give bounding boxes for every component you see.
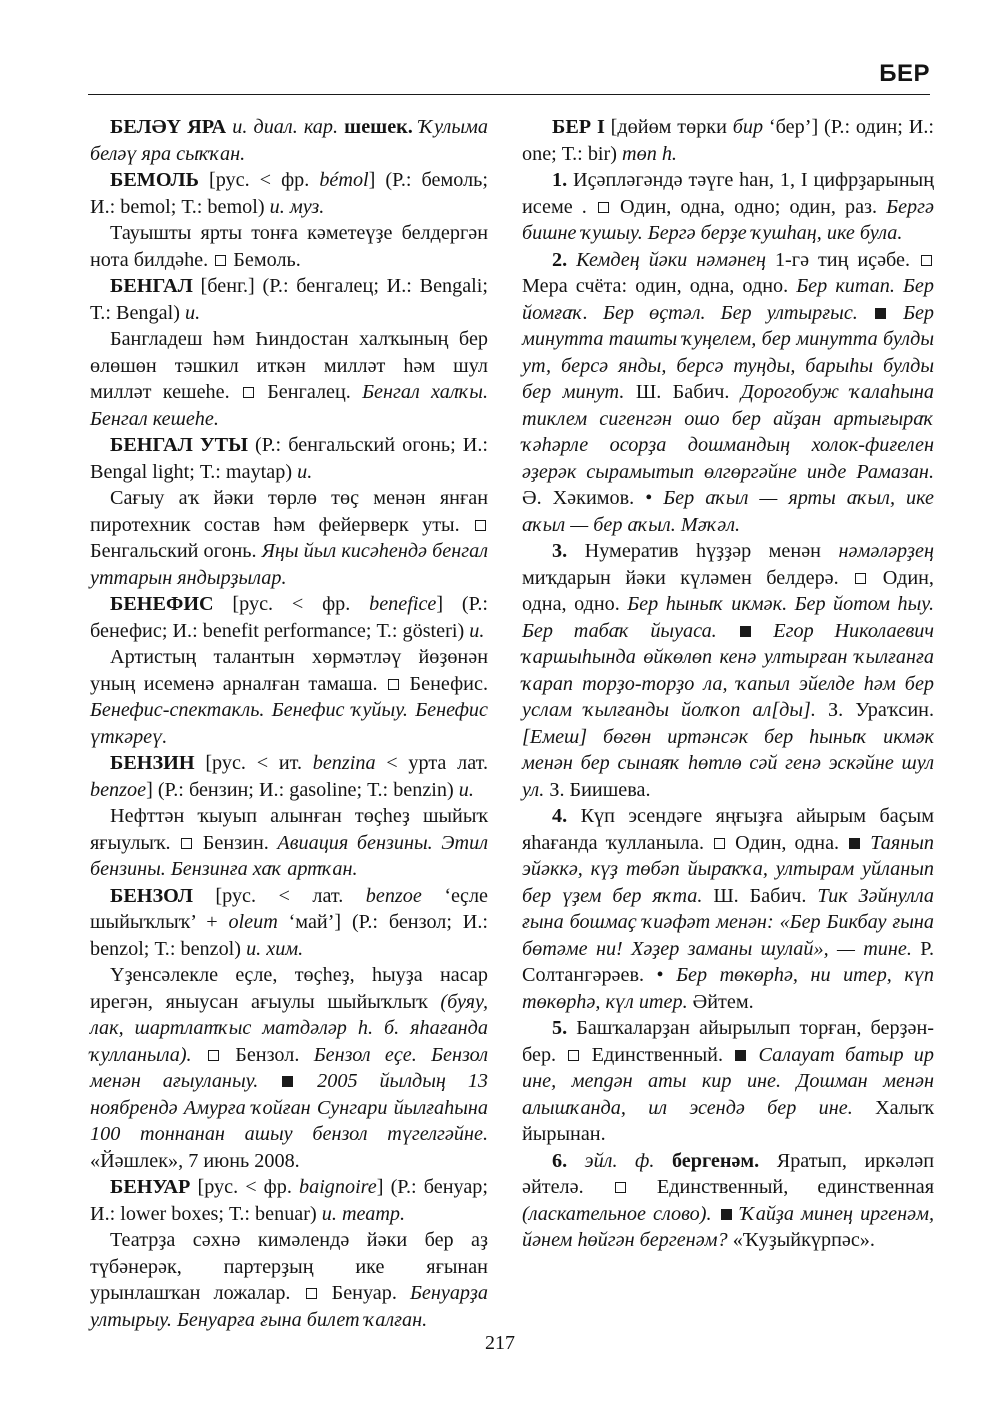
italic-text: benzoe [365,884,422,907]
text-run: Нефттән ҡыуып алынған төҫһеҙ шыйыҡ яғыулыҡ. [90,805,488,854]
text-run: «Йәшлек», 7 июнь 2008. [90,1149,300,1172]
italic-text: 2005 йылдың 13 ноябрендә Амурға ҡойған Сунгари йылғаһына 100 тоннанан ашыу бензол түгелгәйне. [90,1070,489,1145]
text-run: ‘бер’] (Р.: один; И.: one; Т.: bir) [522,116,934,165]
translation-marker [714,838,725,849]
bold-text: 5. [552,1017,568,1039]
definition-paragraph [90,962,488,1174]
italic-text: (ласкательное слово). [522,1202,712,1225]
italic-text: Дорогобуж ҡалаһына тиклем сигенгән ошо бер айҙан артығыраҡ ҡәһәрле осорҙа дошмандың холок-фиғелен әҙерәк сырамытып өлгөргәйне инде Рамазан. [522,381,934,483]
bold-text: БЕНЗОЛ [110,884,193,907]
text-run: Бемоль. [228,248,301,271]
translation-marker [208,1050,219,1061]
text-run: Бенуар. [318,1282,410,1304]
italic-text: Ҡулыма беләү яра сыҡҡан. [90,116,488,165]
text-run: [рус. < ит. [194,752,313,774]
definition-paragraph [522,1148,934,1254]
entry-ber-1 [522,114,934,1254]
text-run: Ш. Бабич. [702,884,818,907]
bold-text: БЕР I [552,116,605,138]
text-run: Әйтем. [687,990,754,1013]
italic-text: Бер һыныҡ икмәк. Бер йотом һыу. Бер табаҡ йыуаса. [522,593,934,642]
text-run: Артистың талантын хөрмәтләү йөҙөнән уның исеменә арналған тамаша. [90,646,488,695]
text-run: ‘еҫле шыйыҡлыҡ’ + [90,884,488,933]
translation-marker [215,255,226,266]
text-run: Күп эсендәге яңғыҙға айырым баҫым яһағанда ҡулланыла. [522,805,934,854]
translation-marker [306,1288,317,1299]
translation-marker [388,679,399,690]
italic-text: Яңы йыл кисәһендә бенгал уттарын яндырҙылар. [90,540,488,589]
translation-marker [181,838,192,849]
running-head [88,56,930,95]
definition-paragraph [90,326,488,432]
text-run: Бензол. [220,1043,314,1066]
text-run: Үҙенсәлекле еҫле, төҫһеҙ, һыуҙа насар ирегән, яныусан ағыулы шыйыҡлыҡ [90,964,488,1013]
text-run: ‘май’] (Р.: бензол; И.: benzol; Т.: benzol) [90,911,488,960]
text-run [748,1044,758,1066]
text-run: ] (Р.: бенефис; И.: benefit performance; Т.: gösteri) [90,593,488,642]
bold-text: БЕНЕФИС [110,593,214,615]
text-run: «Ҡуҙыйкүрпәс». [727,1229,875,1251]
text-run: Бангладеш һәм Һиндостан халҡының бер өлөшөн тәшкил иткән милләт һәм шул милләт кешеһе. [90,328,488,403]
text-run: Мера счёта: один, одна, одно. [522,275,797,297]
text-run: Тауышты ярты тонға кәметеүҙе белдергән нота билдәһе. [90,222,488,271]
text-run: ] (Р.: бенуар; И.: lower boxes; Т.: benuar) [90,1176,488,1225]
text-run: Единственный, единственная [627,1176,934,1198]
italic-text: Бензол еҫе. Бензол менән ағыуланыу. [90,1043,489,1092]
text-run: (Р.: бенгальский огонь; И.: Bengal light; Т.: maytap) [90,434,488,483]
text-run: Единственный. [581,1043,734,1066]
example-marker [735,1050,746,1061]
definition-paragraph [522,167,934,247]
text-run [258,1070,280,1092]
entry-bengal-uty [90,432,488,591]
bold-text: БЕМОЛЬ [110,169,199,191]
italic-text: bémol [319,169,369,191]
bold-text: 3. [552,540,568,562]
text-run: Ш. Бабич. [624,381,741,403]
italic-text: Ҡайҙа минең иргенәм, йәнем һөйгән бергенәм? [522,1202,934,1251]
entry-benefis [90,591,488,750]
text-run: [рус. < фр. [213,593,370,615]
example-marker [849,838,860,849]
headword-line [90,114,488,167]
bold-text: БЕЛӘҮ ЯРА [110,116,227,138]
italic-text: Егор Николаевич ҡаршыһында өйкөлөп кенә ултырған ҡылғанға ҡарап торҙо-торҙо ла, ҡапыл эйелде һәм бер услам ҡылғанды йолҡоп ал[ды]. [522,619,934,721]
italic-text: benefice [369,593,437,615]
text-run: [дөйөм төрки [604,116,733,138]
text-run: Башҡаларҙан айырылып торған, берҙән-бер. [522,1017,934,1066]
definition-paragraph [90,1227,488,1333]
headword-line [90,167,488,220]
italic-text: бир [732,116,764,138]
text-run: Бенгальский огонь. [90,540,262,562]
text-run: [рус. < фр. [198,169,320,191]
text-run: З. Ураҡсин. [815,699,934,721]
italic-text: Бер аҡыл — ярты аҡыл, ике аҡыл — бер аҡыл. [522,487,935,536]
bold-text: бергенәм. [671,1149,760,1172]
translation-marker [475,520,486,531]
definition-paragraph [90,485,488,591]
bold-text: 6. [552,1149,568,1172]
text-run: миҡдарын йәки күләмен белдерә. [522,566,854,589]
definition-paragraph [522,538,934,803]
bold-text: шешек. [344,116,413,138]
bold-text: 4. [552,805,568,827]
italic-text: oleum [228,911,278,933]
translation-marker [921,255,932,266]
text-run: Иҫәпләгәндә тәүге һан, 1, I цифрҙарының исеме . [522,169,934,218]
text-run: ] (Р.: бемоль; И.: bemol; Т.: bemol) [90,169,488,218]
italic-text: Таянып эйәккә, күҙ төбәп йыраҡҡа, ултырам уйланып бер үҙем бер яҡта. [522,831,935,907]
italic-text: и. муз. [269,195,325,218]
bold-text: БЕНГАЛ [110,275,193,297]
entry-benzol [90,883,488,1175]
text-run: Халыҡ йырынан. [522,1096,934,1145]
headword-line [522,114,934,167]
text-run [734,1203,741,1225]
italic-text: и. театр. [321,1202,406,1225]
bold-text: 2. [552,248,568,271]
italic-text: Бер төкөрһә, ни итер, күп төкөрһә, күл итер. [522,964,934,1013]
headword-line [90,591,488,644]
headword-line [90,273,488,326]
page-number: 217 [485,1332,515,1354]
text-run: < урта лат. [375,752,488,774]
text-run [712,1203,719,1225]
italic-text: benzina [312,752,376,774]
headword-line [90,432,488,485]
text-run: 1-гә тиң иҫәбе. [766,248,919,271]
entry-bemol [90,167,488,273]
right-column [522,114,934,1254]
italic-text: (буяу, лак, шартлатҡыс матдәләр һ. б. яһағанда ҡулланыла). [90,990,488,1066]
italic-text: Бенгал халҡы. Бенгал кешеһе. [90,381,488,430]
italic-text: нәмәләрҙең [838,540,934,562]
text-run: Р. Солтангәрәев. • [522,937,935,986]
definition-paragraph [522,803,934,1015]
text-run [717,620,738,642]
translation-marker [598,202,609,213]
text-run: Один, одна, одно. [522,566,934,615]
italic-text: Бенефис-спектакль. Бенефис ҡуйыу. Бенефис үткәреү. [90,699,488,748]
italic-text: и. [297,460,313,483]
text-run [295,1070,317,1092]
entry-belyau-yara [90,114,488,167]
text-run: Бензин. [194,831,278,854]
italic-text: и. [458,778,474,801]
bold-text: 1. [552,169,568,191]
text-run: [рус. < лат. [192,884,366,907]
example-marker [282,1076,293,1087]
italic-text: Салауат батыр ир ине, мengән аты кир ине. Дошман менән алышҡанда, ил эсендә бер ине. [522,1043,934,1119]
translation-marker [568,1050,579,1061]
definition-paragraph [90,644,488,750]
italic-text: Авиация бензины. Этил бензины. Бензинға хаҡ артҡан. [90,831,488,880]
text-run [858,302,873,324]
italic-text: Мәҡәл. [680,513,741,536]
text-run: Бенгалец. [255,381,363,403]
example-marker [721,1209,732,1220]
text-run: Один, одна. [727,831,848,854]
italic-text: Бер минутта ташты ҡуңелем, бер минутта булды ут, берсә янды, берсә туңды, барыһы булды бер минут. [522,301,935,403]
italic-text: и. хим. [246,937,304,960]
definition-paragraph [90,803,488,883]
headword-line [90,1174,488,1227]
bold-text: БЕНУАР [110,1176,191,1198]
running-head-word: БЕР [879,60,930,87]
text-run [567,1150,585,1172]
italic-text: Тик Зәйнулла ғына бошмаҫ ҡиәфәт менән: «Бер Бикбау ғына бөтәме ни! Хәҙер заманы шулай», — тине. [522,884,934,960]
italic-text: и. диал. кар. [232,116,339,138]
text-run: Театрҙа сәхнә кимәлендә йәки бер аҙ түбәнерәк, партерҙың ике яғынан урынлашҡан ложалар. [90,1229,488,1304]
translation-marker [855,573,866,584]
definition-paragraph [522,247,934,539]
text-run: Сағыу аҡ йәки төрлө төҫ менән янған пиротехник состав һәм фейерверк уты. [90,487,488,536]
bold-text: БЕНГАЛ УТЫ [110,434,248,456]
example-marker [875,308,886,319]
text-run [192,1044,206,1066]
headword-line [90,883,488,963]
italic-text: и. [469,619,485,642]
text-run: Нумератив һүҙҙәр менән [567,540,839,562]
italic-text: и. [184,301,201,324]
headword-line [90,750,488,803]
italic-text: эйл. ф. [584,1149,655,1172]
bold-text: БЕНЗИН [110,752,195,774]
entry-benzin [90,750,488,883]
definition-paragraph [90,220,488,273]
italic-text: Бер китап. Бер йомғаҡ. Бер өҫтәл. Бер ултырғыс. [522,275,934,324]
italic-text: baignoire [299,1176,377,1198]
text-run [654,1150,672,1172]
italic-text: Кемдең йәки нәмәнең [576,248,767,271]
text-run [567,249,576,271]
italic-text: Бенуарҙа ултырыу. Бенуарға ғына билет ҡалған. [90,1282,488,1331]
italic-text: төп h. [622,142,677,165]
entry-benuar [90,1174,488,1333]
text-run: З. Биишева. [544,778,651,801]
definition-paragraph [522,1015,934,1148]
text-run [888,302,903,324]
italic-text: [Емеш] бөгөн иртәнсәк бер һыныҡ икмәк менән бер сынаяҡ һөтлө сәй генә эскәйне шул ул. [522,725,934,801]
entry-bengal [90,273,488,432]
text-run: Один, одна, одно; один, раз. [610,195,887,218]
text-run: Яратып, иркәләп әйтелә. [522,1149,934,1198]
translation-marker [243,387,254,398]
text-run: Ә. Хәкимов. • [522,487,664,509]
example-marker [740,626,751,637]
translation-marker [615,1182,626,1193]
italic-text: benzoe [90,778,147,801]
text-run: Бенефис. [401,672,488,695]
text-run: ] (Р.: бензин; И.: gasoline; Т.: benzin) [146,778,459,801]
text-run [753,620,774,642]
text-run: [рус. < фр. [190,1176,299,1198]
italic-text: Бергә бишне ҡушыу. Бергә берҙе ҡушһаң, ике була. [522,195,934,244]
text-run: [бенг.] (Р.: бенгалец; И.: Bengali; Т.: Bengal) [90,275,488,324]
left-column [90,114,488,1333]
